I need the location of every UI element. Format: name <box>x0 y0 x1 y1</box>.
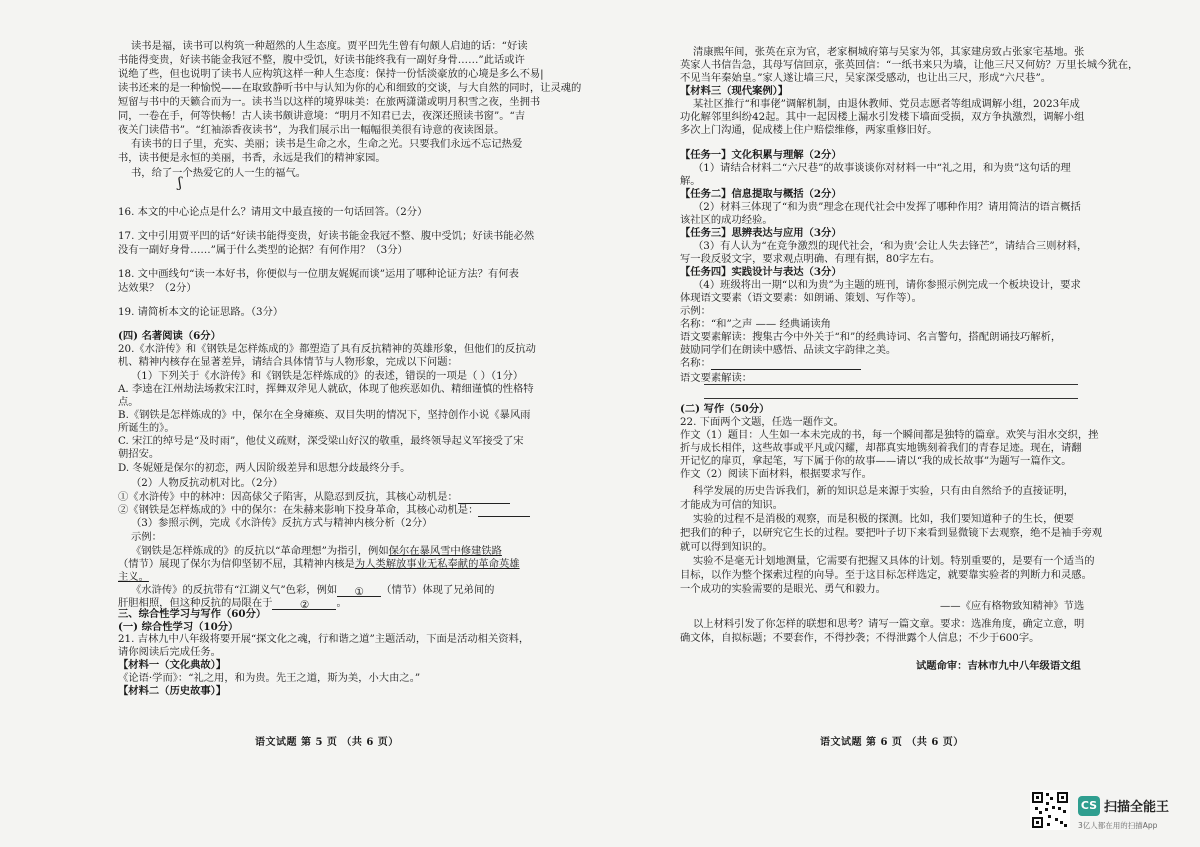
q21-intro: 请你阅读后完成任务。 <box>118 646 221 658</box>
essay-material: 目标，以作为整个探索过程的向导。至于这目标怎样选定，就要靠实验者的判断力和灵感。 <box>680 569 1092 581</box>
q20-option: 点。 <box>118 396 139 408</box>
passage-line: 有读书的日子里，充实、美丽；读书是生命之水，生命之光。只要我们永远不忘记热爱 <box>131 138 523 150</box>
page-footer: 语文试题 第 6 页 （共 6 页） <box>820 737 964 748</box>
answer-blank[interactable] <box>458 493 510 504</box>
task-text: （3）有人认为“在竞争激烈的现代社会，‘和为贵’会让人失去锋芒”，请结合三则材料， <box>693 240 1088 252</box>
answer-blank[interactable] <box>478 506 530 517</box>
passage-line: 书能得变贵，好读书能金我冠不整，腹中受饥，好读书能终我有一副好身骨……”此话或许 <box>118 54 525 66</box>
essay-material: 把我们的种子，以研究它生长的过程。要把叶子切下来看到显微镜下去观察，绝不是袖手旁观 <box>680 527 1103 539</box>
material-title: 【材料三（现代案例）】 <box>680 85 789 97</box>
q20-option: 朝招安。 <box>118 448 160 460</box>
passage-line: 短留与书中的天籁合而为一。读书当以这样的境界味美：在旅两潇潇或明月积雪之夜，坐拥书 <box>118 96 541 108</box>
app-tagline: 3亿人都在用的扫描App <box>1078 821 1158 830</box>
q20-option: 所诞生的》。 <box>118 422 175 434</box>
q22-line: 作文（2）阅读下面材料，根据要求写作。 <box>680 468 872 480</box>
question-17: 17. 文中引用贾平凹的话“好读书能得变贵，好读书能金我冠不整、腹中受饥；好读书能必然 <box>118 230 535 242</box>
task-text: （2）材料三体现了“和为贵”理念在现代社会中发挥了哪种作用？请用简洁的语言概括 <box>693 201 1081 213</box>
q20-2-line: ②《钢铁是怎样炼成的》中的保尔：在朱赫来影响下投身革命，其核心动机是： <box>118 504 530 517</box>
underlined-text: 为人类解放事业无私奉献的革命英雄 <box>354 558 520 570</box>
shuihu-line: 肝胆相照，但这种反抗的局限在于 ② 。 <box>118 597 347 611</box>
q20-2-stem: （2）人物反抗动机对比。（2分） <box>131 477 284 489</box>
question-18-cont: 达效果？（2分） <box>118 282 197 294</box>
subsection-title: (一) 综合性学习（10分） <box>118 621 239 633</box>
underlined-text: 保尔在暴风雪中修建铁路 <box>388 545 502 557</box>
task-text: 写一段反驳文字，要求观点明确、有理有据，80字左右。 <box>680 253 941 265</box>
passage-line: 同，一卷在手，何等快畅！古人读书颇讲意境：“明月不知君已去，夜深还照读书窗”。“吉 <box>118 110 526 122</box>
story-line: 清康熙年间，张英在京为官，老家桐城府第与吴家为邻，其家建房致占张家宅基地。张 <box>693 46 1085 58</box>
q21-intro: 21. 吉林九中八年级将要开展“探文化之魂，行和谐之道”主题活动，下面是活动相关资料， <box>118 633 530 645</box>
qr-code-icon <box>1030 790 1070 830</box>
task-text: （1）请结合材料二“六尺巷”的故事谈谈你对材料一中“礼之用，和为贵”这句话的理 <box>693 162 1071 174</box>
material-text: 某社区推行“和事佬”调解机制，由退休教师、党员志愿者等组成调解小组，2023年成 <box>693 98 1080 110</box>
task-title: 【任务一】文化积累与理解（2分） <box>680 149 842 161</box>
task-text: 体现语文要素（语文要素：如朗诵、策划、写作等）。 <box>680 292 922 304</box>
material-text: 《论语·学而》：“礼之用，和为贵。先王之道，斯为美，小大由之。” <box>118 672 421 684</box>
q22-line: 开记忆的扉页，拿起笔，写下属于你的故事——请以“我的成长故事”为题写一篇作文。 <box>680 455 1072 467</box>
exam-signature: 试题命审：吉林市九中八年级语文组 <box>916 660 1081 672</box>
story-line: 不见当年秦始皇。”家人遂让墙三尺，吴家深受感动，也让出三尺，形成“六尺巷”。 <box>680 72 1052 84</box>
task-title: 【任务四】实践设计与表达（3分） <box>680 266 842 278</box>
question-17-cont: 没有一副好身骨……”属于什么类型的论据？有何作用？（3分） <box>118 244 408 256</box>
task-text: 解。 <box>680 175 701 187</box>
question-19: 19. 请简析本文的论证思路。（3分） <box>118 306 284 318</box>
material-text: 功化解邻里纠纷42起。其中一起因楼上漏水引发楼下墙面受损，双方争执激烈，调解小组 <box>680 111 1085 123</box>
writing-title: (二) 写作（50分） <box>680 403 770 415</box>
section-title: 三、综合性学习与写作（60分） <box>118 608 267 620</box>
essay-source: ——《应有格物致知精神》节选 <box>940 600 1085 612</box>
essay-material: 实验的过程不是消极的观察，而是积极的探测。比如，我们要知道种子的生长，便要 <box>693 513 1074 525</box>
example-label: 示例： <box>131 531 162 543</box>
camscanner-logo-icon: CS <box>1078 796 1100 816</box>
answer-blank-1[interactable]: ① <box>337 586 381 597</box>
handwritten-caret-mark: ʃ <box>178 175 182 191</box>
q22-line: 折与成长相伴，这些故事或平凡或闪耀，却都真实地镌刻着我们的青春足迹。现在，请翻 <box>680 442 1082 454</box>
task-text: （4）班级将出一期“以和为贵”为主题的班刊，请你参照示例完成一个板块设计，要求 <box>693 279 1081 291</box>
q20-option: D. 冬妮娅是保尔的初恋，两人因阶级差异和思想分歧最终分手。 <box>118 462 411 474</box>
passage-line: 读书是福，读书可以构筑一种超然的人生态度。贾平凹先生曾有句颇人启迪的话：“好读 <box>131 40 528 52</box>
example-desc: 鼓励同学们在朗读中感悟、品读文字韵律之美。 <box>680 344 897 356</box>
answer-blank-2[interactable]: ② <box>272 599 336 610</box>
essay-prompt: 以上材料引发了你怎样的联想和思考？请写一篇文章。要求：选准角度，确定立意，明 <box>693 618 1085 630</box>
q20-intro: 机、精神内核存在显著差异，请结合具体情节与人物形象，完成以下问题： <box>118 356 458 368</box>
story-line: 英家人书信告急，其母写信回京，张英回信：“一纸书来只为墙，让他三尺又何妨？万里长城今犹在， <box>680 59 1139 71</box>
example-line: （情节）展现了保尔为信仰坚韧不屈，其精神内核是为人类解放事业无私奉献的革命英雄 <box>118 558 520 570</box>
page-footer: 语文试题 第 5 页 （共 6 页） <box>255 737 399 748</box>
passage-line: 夜关门读借书”。“红袖添香夜读书”，为我们展示出一幅幅很美很有诗意的夜读图景。 <box>118 124 505 136</box>
exam-page-6 <box>680 0 1139 800</box>
passage-line: 说绝了些，但也说明了读书人应构筑这样一种人生态度：保持一份恬淡豪放的心境是多么不易| <box>118 68 544 80</box>
essay-prompt: 确文体，自拟标题；不要套作，不得抄袭；不得泄露个人信息；不少于600字。 <box>680 632 1040 644</box>
material-text: 多次上门沟通，促成楼上住户赔偿维修，两家重修旧好。 <box>680 124 938 136</box>
camscanner-watermark <box>1030 790 1195 835</box>
name-field: 名称： <box>680 357 861 370</box>
task-title: 【任务三】思辨表达与应用（3分） <box>680 227 842 239</box>
question-16: 16. 本文的中心论点是什么？请用文中最直接的一句话回答。（2分） <box>118 206 428 218</box>
q20-2-line: ①《水浒传》中的林冲：因高俅父子陷害，从隐忍到反抗，其核心动机是： <box>118 491 510 504</box>
task-title: 【任务二】信息提取与概括（2分） <box>680 188 842 200</box>
material-title: 【材料二（历史故事）】 <box>118 685 227 697</box>
passage-line: 书，读书便是永恒的美丽，书香，永远是我们的精神家园。 <box>118 152 386 164</box>
essay-material: 就可以得到知识的。 <box>680 541 773 553</box>
essay-material: 一个成功的实验需要的是眼光、勇气和毅力。 <box>680 583 886 595</box>
q20-1-stem: （1）下列关于《水浒传》和《钢铁是怎样炼成的》的表述，错误的一项是（ ）（1分） <box>131 370 524 382</box>
q20-option: B.《钢铁是怎样炼成的》中，保尔在全身瘫痪、双目失明的情况下，坚持创作小说《暴风雨 <box>118 409 531 421</box>
q20-intro: 20.《水浒传》和《钢铁是怎样炼成的》都塑造了具有反抗精神的英雄形象，但他们的反抗动 <box>118 343 536 355</box>
task-text: 该社区的成功经验。 <box>680 214 773 226</box>
app-name: 扫描全能王 <box>1104 800 1170 815</box>
example-label: 示例： <box>680 305 711 317</box>
answer-line[interactable] <box>704 398 1078 399</box>
essay-material: 才能成为可信的知识。 <box>680 499 783 511</box>
example-name: 名称：“和”之声 —— 经典诵读角 <box>680 318 831 330</box>
passage-line: 书，给了一个热爱它的人一生的福气。 <box>131 167 307 179</box>
example-line: 主义。 <box>118 571 149 583</box>
example-desc: 语文要素解读：搜集古今中外关于“和”的经典诗词、名言警句，搭配朗诵技巧解析， <box>680 331 1062 343</box>
q20-3-stem: （3）参照示例，完成《水浒传》反抗方式与精神内核分析（2分） <box>131 517 433 529</box>
q22-line: 22. 下面两个文题，任选一题作文。 <box>680 416 844 428</box>
material-title: 【材料一（文化典故）】 <box>118 659 227 671</box>
q20-option: A. 李逵在江州劫法场救宋江时，挥舞双斧见人就砍，体现了他疾恶如仇、精细谨慎的性格特 <box>118 383 534 395</box>
section-title: (四) 名著阅读（6分） <box>118 330 221 342</box>
passage-line: 读书还来的是一种愉悦——在取致静听书中与认知为你的心和细致的交谈，与大自然的同时，让灵魂的 <box>118 82 582 94</box>
element-field: 语文要素解读： <box>680 372 1062 385</box>
q22-line: 作文（1）题目：人生如一本未完成的书，每一个瞬间都是独特的篇章。欢笑与泪水交织，挫 <box>680 429 1099 441</box>
q20-option: C. 宋江的绰号是“及时雨”，他仗义疏财，深受梁山好汉的敬重，最终领导起义军接受了宋 <box>118 435 524 447</box>
essay-material: 实验不是毫无计划地测量，它需要有把握又具体的计划。特别重要的，是要有一个适当的 <box>693 555 1095 567</box>
exam-page-5 <box>118 0 582 800</box>
name-answer-blank[interactable] <box>711 359 861 370</box>
answer-line[interactable] <box>704 384 1078 385</box>
example-line: 《钢铁是怎样炼成的》的反抗以“革命理想”为指引，例如保尔在暴风雪中修建铁路 <box>131 545 502 557</box>
question-18: 18. 文中画线句“读一本好书，你便似与一位朋友娓娓而谈”运用了哪种论证方法？有何表 <box>118 268 519 280</box>
shuihu-line: 《水浒传》的反抗带有“江湖义气”色彩，例如 ① （情节）体现了兄弟间的 <box>131 584 495 598</box>
essay-material: 科学发展的历史告诉我们，新的知识总是来源于实验，只有由自然给予的直接证明， <box>693 485 1074 497</box>
